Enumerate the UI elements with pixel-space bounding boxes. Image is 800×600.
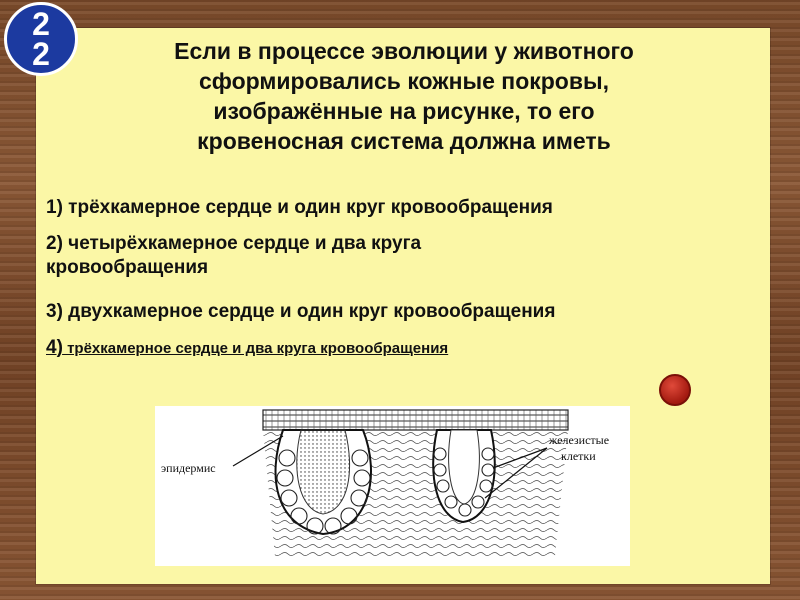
label-glandular-cells-line2: клетки xyxy=(561,449,596,463)
answer-option-4[interactable] xyxy=(46,336,766,361)
slide-number-digit-2: 2 xyxy=(32,36,50,72)
question-text xyxy=(84,36,724,156)
answer-option-3-text: 3) двухкамерное сердце и один круг кровообращения xyxy=(46,301,556,322)
answer-option-1[interactable] xyxy=(46,196,766,220)
skin-section-drawing xyxy=(155,406,630,566)
question-line: Если в процессе эволюции у животного xyxy=(174,38,634,64)
label-epidermis: эпидермис xyxy=(161,461,216,475)
answer-option-4-number: 4) xyxy=(46,337,63,358)
answer-option-1-text: 1) трёхкамерное сердце и один круг кровообращения xyxy=(46,197,553,218)
question-line: кровеносная система должна иметь xyxy=(197,128,611,154)
epidermis-layer xyxy=(263,410,568,430)
answer-option-2-text: кровообращения xyxy=(46,257,209,278)
skin-glands-figure xyxy=(155,406,630,566)
check-answer-button[interactable] xyxy=(659,374,691,406)
label-glandular-cells-line1: железистые xyxy=(549,433,610,447)
slide-number-digit-1: 2 xyxy=(32,6,50,42)
answer-option-3[interactable] xyxy=(46,300,766,324)
question-line: изображённые на рисунке, то его xyxy=(213,98,595,124)
answer-option-2[interactable] xyxy=(46,232,766,280)
gland-right-lumen xyxy=(449,430,480,504)
question-line: сформировались кожные покровы, xyxy=(198,68,610,94)
answer-option-2-text: 2) четырёхкамерное сердце и два круга xyxy=(46,233,422,254)
answer-option-4-text: трёхкамерное сердце и два круга кровообращения xyxy=(62,340,449,357)
slide-number-badge xyxy=(4,2,78,76)
